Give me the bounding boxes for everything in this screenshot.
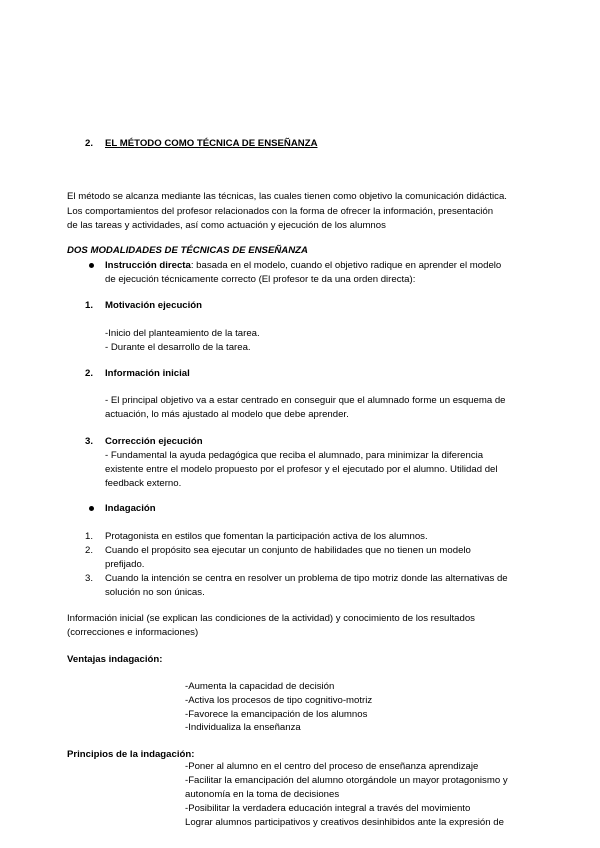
direct-instruction-line-2: de ejecución técnicamente correcto (El profesor te da una orden directa): [105,274,416,285]
inquiry-item-3-number: 3. [85,573,94,584]
advantages-item-2: -Activa los procesos de tipo cognitivo-motriz [185,695,373,706]
principles-item-3: autonomía en la toma de decisiones [185,789,340,800]
principles-item-4: -Posibilitar la verdadera educación integral a través del movimiento [185,803,471,814]
numbered-2-number: 2. [85,368,94,379]
inquiry-label: Indagación [105,503,156,514]
numbered-1-title: Motivación ejecución [105,300,203,311]
direct-instruction-label: Instrucción directa [105,260,191,271]
inquiry-item-1-number: 1. [85,531,94,542]
inquiry-item-2-line-1: Cuando el propósito sea ejecutar un conjunto de habilidades que no tienen un modelo [105,545,471,556]
section-title: EL MÉTODO COMO TÉCNICA DE ENSEÑANZA [105,138,318,149]
advantages-item-4: -Individualiza la enseñanza [185,722,301,733]
direct-instruction-text: : basada en el modelo, cuando el objetivo radique en aprender el modelo [190,260,502,271]
numbered-3-line-3: feedback externo. [105,478,182,489]
numbered-2-title: Información inicial [105,368,190,379]
principles-item-2: -Facilitar la emancipación del alumno otorgándole un mayor protagonismo y [185,775,508,786]
numbered-2-line-1: - El principal objetivo va a estar centrado en conseguir que el alumnado forme un esquema de [105,395,506,406]
inquiry-item-2-line-2: prefijado. [105,559,145,570]
numbered-3-line-1: - Fundamental la ayuda pedagógica que reciba el alumnado, para minimizar la diferencia [105,450,484,461]
bullet-icon [89,263,94,268]
intro-line-1: El método se alcanza mediante las técnicas, las cuales tienen como objetivo la comunicación didáctica. [67,191,507,202]
inquiry-item-3-line-1: Cuando la intención se centra en resolver un problema de tipo motriz donde las alternativas de [105,573,508,584]
intro-line-2: Los comportamientos del profesor relacionados con la forma de ofrecer la información, presentación [67,206,494,217]
numbered-3-title: Corrección ejecución [105,436,203,447]
intro-line-3: de las tareas y actividades, así como actuación y ejecución de los alumnos [67,220,386,231]
numbered-2-line-2: actuación, lo más ajustado al modelo que debe aprender. [105,409,349,420]
initial-info-line-1: Información inicial (se explican las condiciones de la actividad) y conocimiento de los resultados [67,613,475,624]
initial-info-line-2: (correcciones e informaciones) [67,627,199,638]
principles-item-5: Lograr alumnos participativos y creativos desinhibidos ante la expresión de [185,817,504,828]
advantages-item-1: -Aumenta la capacidad de decisión [185,681,335,692]
principles-item-1: -Poner al alumno en el centro del proceso de enseñanza aprendizaje [185,761,479,772]
numbered-1-line-2: - Durante el desarrollo de la tarea. [105,342,251,353]
advantages-item-3: -Favorece la emancipación de los alumnos [185,709,368,720]
inquiry-item-3-line-2: solución no son únicas. [105,587,205,598]
inquiry-item-1-line-1: Protagonista en estilos que fomentan la participación activa de los alumnos. [105,531,428,542]
direct-instruction-line-1 [105,259,501,273]
section-number: 2. [85,138,94,149]
advantages-heading: Ventajas indagación: [67,654,163,665]
principles-heading: Principios de la indagación: [67,749,195,760]
bullet-icon [89,506,94,511]
inquiry-item-2-number: 2. [85,545,94,556]
numbered-1-line-1: -Inicio del planteamiento de la tarea. [105,328,260,339]
numbered-1-number: 1. [85,300,94,311]
numbered-3-number: 3. [85,436,94,447]
modalities-heading: DOS MODALIDADES DE TÉCNICAS DE ENSEÑANZA [67,245,308,256]
numbered-3-line-2: existente entre el modelo propuesto por el profesor y el ejecutado por el alumno. Utilidad del [105,464,498,475]
